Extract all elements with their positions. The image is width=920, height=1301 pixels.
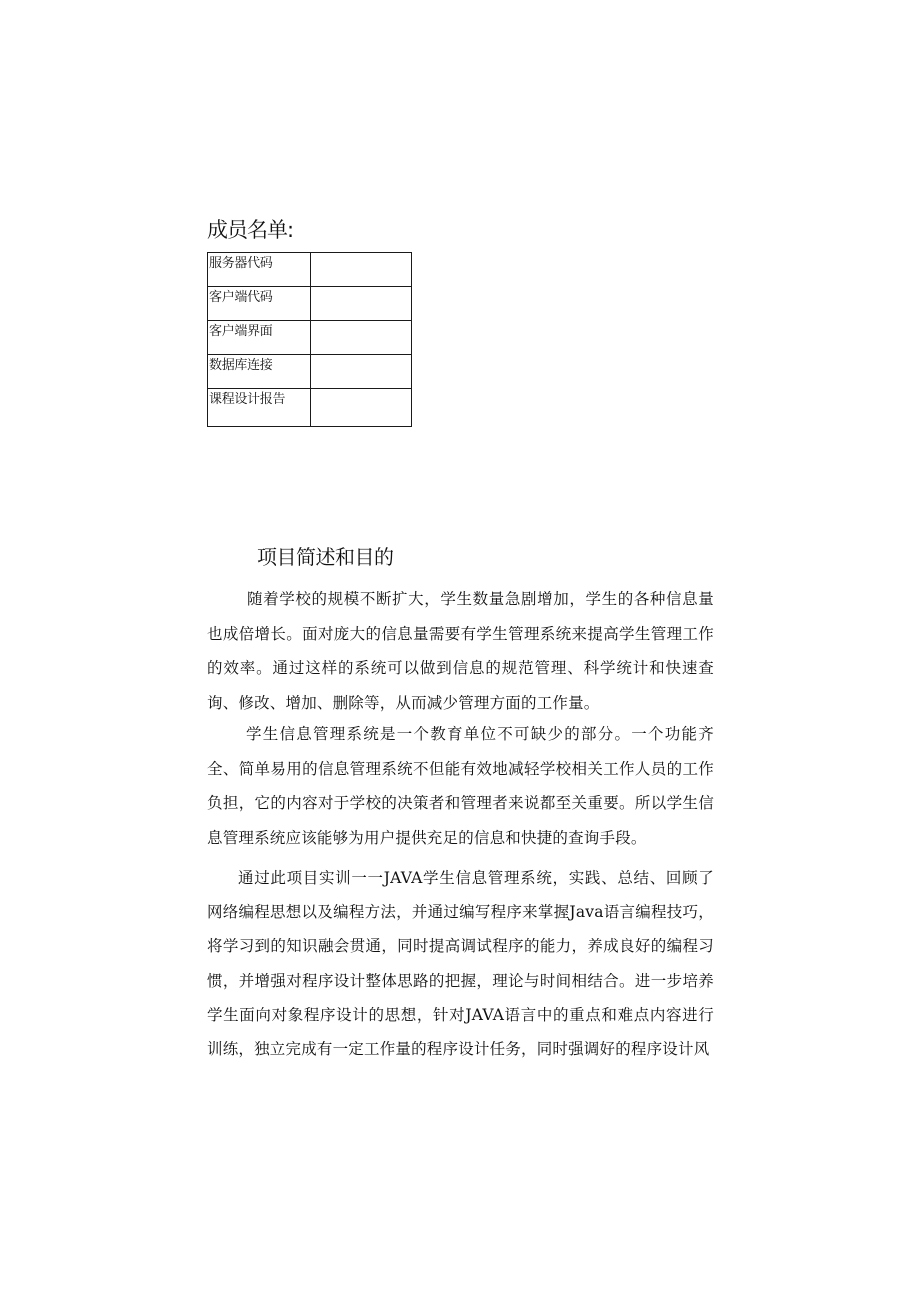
table-row — [208, 287, 412, 321]
role-cell: 客户端界面 — [208, 321, 311, 355]
table-row — [208, 389, 412, 427]
role-cell: 课程设计报告 — [208, 389, 311, 427]
role-cell: 服务器代码 — [208, 253, 311, 287]
member-name-cell — [311, 355, 412, 389]
member-name-cell — [311, 389, 412, 427]
member-name-cell — [311, 321, 412, 355]
members-title: 成员名单: — [207, 218, 294, 242]
role-cell: 数据库连接 — [208, 355, 311, 389]
body-paragraph: 随着学校的规模不断扩大，学生数量急剧增加，学生的各种信息量也成倍增长。面对庞大的信息量需要有学生管理系统来提高学生管理工作的效率。通过这样的系统可以做到信息的规范管理、科学统计和快速查询、修改、增加、删除等，从而减少管理方面的工作量。 — [207, 590, 714, 712]
role-cell: 客户端代码 — [208, 287, 311, 321]
section-heading: 项目简述和目的 — [257, 545, 394, 569]
members-table — [207, 252, 412, 427]
table-row — [208, 253, 412, 287]
body-paragraph: 通过此项目实训一一JAVA学生信息管理系统，实践、总结、回顾了网络编程思想以及编程方法，并通过编写程序来掌握Java语言编程技巧，将学习到的知识融会贯通，同时提高调试程序的能力，养成良好的编程习惯，并增强对程序设计整体思路的把握，理论与时间相结合。进一步培养学生面向对象程序设计的思想，针对JAVA语言中的重点和难点内容进行训练，独立完成有一定工作量的程序设计任务，同时强调好的程序设计风 — [207, 869, 714, 1059]
table-row — [208, 321, 412, 355]
member-name-cell — [311, 287, 412, 321]
table-row — [208, 355, 412, 389]
body-paragraph: 学生信息管理系统是一个教育单位不可缺少的部分。一个功能齐全、简单易用的信息管理系统不但能有效地减轻学校相关工作人员的工作负担，它的内容对于学校的决策者和管理者来说都至关重要。所以学生信息管理系统应该能够为用户提供充足的信息和快捷的查询手段。 — [207, 725, 714, 847]
member-name-cell — [311, 253, 412, 287]
